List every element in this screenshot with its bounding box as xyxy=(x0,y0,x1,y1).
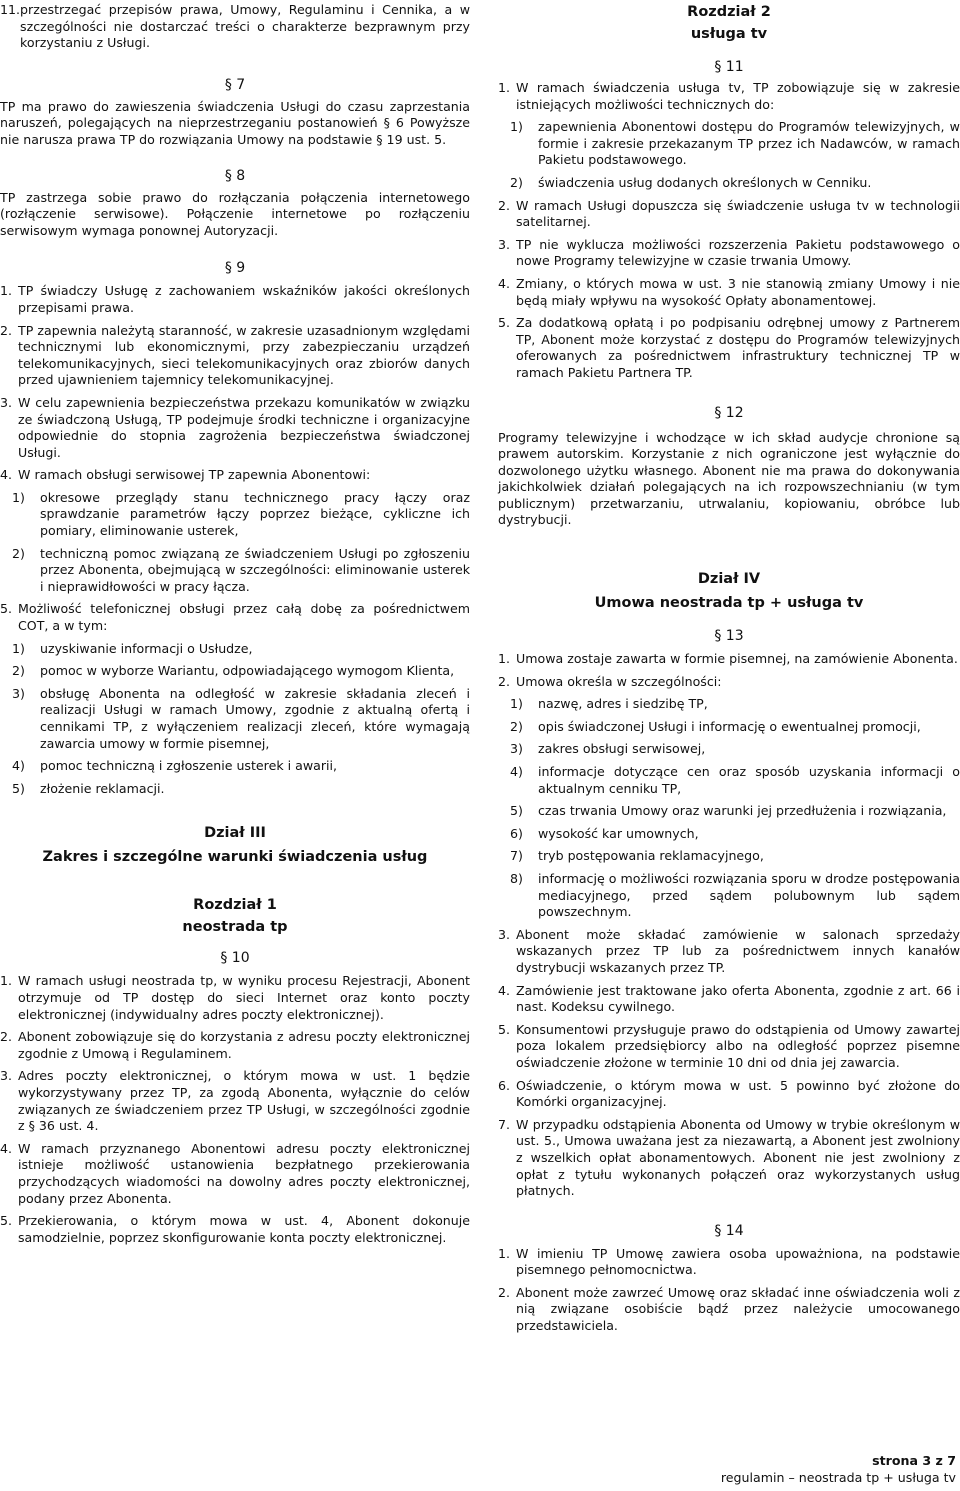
item-number: 2. xyxy=(0,322,13,338)
item-text: obsługę Abonenta na odległość w zakresie składania zleceń i realizacji Usługi w ramach Umowy, zgodnie z aktualną ofertą i cennikami TP, z wyłączeniem realizacji zleceń, które wymagają zawarcia umowy w formie pisemnej, xyxy=(40,685,470,751)
page-number: strona 3 z 7 xyxy=(872,1453,956,1468)
list-item xyxy=(0,1141,470,1207)
item-text: wysokość kar umownych, xyxy=(538,825,699,841)
item-text: W ramach świadczenia usługa tv, TP zobowiązuje się w zakresie istniejących możliwości technicznych do: xyxy=(516,80,960,112)
item-text: techniczną pomoc związaną ze świadczeniem Usługi po zgłoszeniu przez Abonenta, obejmującą w szczególności: eliminowanie usterek i nieprawidłowości w pracy łącza. xyxy=(40,545,470,594)
list-item xyxy=(0,601,470,634)
item-text: Zamówienie jest traktowane jako oferta Abonenta, zgodnie z art. 66 i nast. Kodeksu cywilnego. xyxy=(516,982,960,1015)
sub-list-item xyxy=(510,719,960,736)
section-11-title: § 11 xyxy=(714,59,744,75)
item-number: 5. xyxy=(0,1213,13,1229)
item-number: 4) xyxy=(510,764,523,780)
section-10-list xyxy=(0,973,470,1246)
list-item xyxy=(498,276,960,309)
item-text: nazwę, adres i siedzibę TP, xyxy=(538,696,708,712)
section-10-title: § 10 xyxy=(220,950,250,967)
list-item xyxy=(0,973,470,1023)
item-text: Umowa zostaje zawarta w formie pisemnej, na zamówienie Abonenta. xyxy=(516,651,958,667)
rozdzial-1-subheading: neostrada tp xyxy=(182,919,288,936)
sub-list-item xyxy=(510,119,960,169)
item-number: 1. xyxy=(498,651,511,667)
item-text: czas trwania Umowy oraz warunki jej przedłużenia i rozwiązania, xyxy=(538,803,947,819)
item-number: 2) xyxy=(12,545,25,561)
item-text: W ramach usługi neostrada tp, w wyniku procesu Rejestracji, Abonent otrzymuje od TP dostęp do sieci Internet oraz konto poczty elektronicznej (indywidualny adres poczty elektronicznej). xyxy=(18,973,470,1022)
item-number: 3. xyxy=(498,926,511,942)
item-number: 1. xyxy=(0,283,13,299)
section-13-list xyxy=(498,651,960,1200)
item-text: Przekierowania, o którym mowa w ust. 4, Abonent dokonuje samodzielnie, poprzez skonfigurowanie konta poczty elektronicznej. xyxy=(18,1213,470,1245)
item-number: 1. xyxy=(498,80,511,95)
list-item xyxy=(498,315,960,381)
item-text: TP nie wyklucza możliwości rozszerzenia Pakietu podstawowego o nowe Programy telewizyjne w czasie trwania Umowy. xyxy=(516,236,960,269)
item-number: 3. xyxy=(0,394,13,410)
sub-list-item xyxy=(510,803,960,820)
item-text: W przypadku odstąpienia Abonenta od Umowy w trybie określonym w ust. 5., Umowa uważana jest za niezawartą, a Abonent jest zwolniony z wszelkich opłat abonamentowych. Abonent nie jest zwolniony z opłat z tytułu wykonanych połączeń oraz wykorzystanych usług płatnych. xyxy=(516,1116,960,1199)
list-item xyxy=(0,1029,470,1062)
item-number: 5. xyxy=(498,315,511,331)
list-item xyxy=(0,323,470,389)
item-number: 5) xyxy=(510,803,523,819)
item-number: 2. xyxy=(498,197,511,213)
item-text: pomoc w wyborze Wariantu, odpowiadającego wymogom Klienta, xyxy=(40,663,455,679)
dzial-3-subheading: Zakres i szczególne warunki świadczenia usług xyxy=(42,849,428,866)
item-text: złożenie reklamacji. xyxy=(40,780,165,796)
section-7-title: § 7 xyxy=(224,76,246,93)
item-text: Możliwość telefonicznej obsługi przez całą dobę za pośrednictwem COT, a w tym: xyxy=(18,601,470,634)
sub-list-item xyxy=(510,696,960,713)
rozdzial-2-subheading: usługa tv xyxy=(690,26,768,42)
dzial-4-subheading: Umowa neostrada tp + usługa tv xyxy=(594,595,864,612)
sub-list-item xyxy=(510,741,960,758)
item-number: 4. xyxy=(0,1140,13,1156)
sub-list-item xyxy=(12,686,470,752)
clause-number: 11. xyxy=(0,2,21,17)
sub-list-item xyxy=(12,781,470,798)
item-text: informacje dotyczące cen oraz sposób uzyskania informacji o aktualnym cenniku TP, xyxy=(538,764,960,796)
item-text: W ramach przyznanego Abonentowi adresu poczty elektronicznej istnieje możliwość ustanowienia bezpłatnego przekierowania przychodzących wiadomości na dowolny adres poczty elektronicznej, podany przez Abonenta. xyxy=(18,1140,470,1206)
item-text: Abonent może zawrzeć Umowę oraz składać inne oświadczenia woli z nią związane osobiście bądź przez należycie umocowanego przedstawiciela. xyxy=(516,1284,960,1334)
item-number: 4) xyxy=(12,758,25,774)
item-text: pomoc techniczną i zgłoszenie usterek i awarii, xyxy=(40,758,338,774)
item-text: W imieniu TP Umowę zawiera osoba upoważniona, na podstawie pisemnego pełnomocnictwa. xyxy=(516,1245,960,1278)
list-item xyxy=(498,1285,960,1335)
item-number: 6. xyxy=(498,1077,511,1093)
section-12-title: § 12 xyxy=(714,404,744,421)
list-item xyxy=(498,1246,960,1279)
item-number: 2) xyxy=(12,663,25,679)
item-number: 4. xyxy=(498,982,511,998)
section-13-title: § 13 xyxy=(714,628,744,645)
list-item xyxy=(498,1022,960,1072)
item-text: zapewnienia Abonentowi dostępu do Programów telewizyjnych, w formie i zakresie przekazanym TP przez ich Nadawców, w ramach Pakietu podstawowego. xyxy=(538,119,960,168)
list-item xyxy=(498,651,960,668)
item-text: W ramach obsługi serwisowej TP zapewnia Abonentowi: xyxy=(18,467,371,483)
item-text: świadczenia usług dodanych określonych w Cenniku. xyxy=(538,174,872,190)
section-14-list xyxy=(498,1246,960,1335)
item-text: Oświadczenie, o którym mowa w ust. 5 powinno być złożone do Komórki organizacyjnej. xyxy=(516,1077,960,1110)
item-number: 4. xyxy=(0,467,13,483)
item-number: 2. xyxy=(498,1284,511,1300)
list-item xyxy=(498,983,960,1016)
item-number: 3. xyxy=(498,236,511,252)
item-text: uzyskiwanie informacji o Usłudze, xyxy=(40,640,253,656)
list-item xyxy=(0,283,470,316)
item-number: 8) xyxy=(510,871,523,886)
item-number: 5) xyxy=(12,780,25,796)
dzial-4-heading: Dział IV xyxy=(697,571,761,588)
sub-list-item xyxy=(12,663,470,680)
sub-list-item xyxy=(12,490,470,540)
section-8-title: § 8 xyxy=(224,167,246,184)
list-item xyxy=(498,198,960,231)
item-number: 1) xyxy=(12,489,25,505)
list-item xyxy=(0,395,470,461)
list-item xyxy=(498,927,960,977)
section-8-text: TP zastrzega sobie prawo do rozłączania połączenia internetowego (rozłączenie serwisowe). Połączenie internetowe po rozłączeniu serwisowym wymaga ponownej Autoryzacji. xyxy=(0,189,470,238)
right-column xyxy=(498,0,960,1335)
item-number: 2) xyxy=(510,718,523,734)
clause-text: przestrzegać przepisów prawa, Umowy, Regulaminu i Cennika, a w szczególności nie dostarczać treści o charakterze bezprawnym przy korzystaniu z Usługi. xyxy=(20,2,470,51)
sub-list-item xyxy=(12,641,470,658)
list-item xyxy=(498,674,960,691)
list-item xyxy=(498,1117,960,1200)
item-text: TP zapewnia należytą staranność, w zakresie uzasadnionym względami technicznymi lub ekonomicznymi, przy zabezpieczaniu urządzeń telekomunikacyjnych, sieci telekomunikacyjnych oraz zbiorów danych przed ujawnieniem tajemnicy telekomunikacyjnej. xyxy=(18,322,470,388)
item-number: 5. xyxy=(0,601,13,617)
item-number: 2. xyxy=(498,673,511,689)
item-number: 3. xyxy=(0,1068,13,1084)
item-number: 6) xyxy=(510,825,523,841)
item-number: 1) xyxy=(510,696,523,712)
item-text: zakres obsługi serwisowej, xyxy=(538,741,706,757)
item-number: 1) xyxy=(510,119,523,135)
section-12-text: Programy telewizyjne i wchodzące w ich skład audycje chronione są prawem autorskim. Korzystanie z nich ograniczone jest wyłącznie do dozwolonego użytku własnego. Abonent nie ma prawa do dokonywania jakichkolwiek działań polegających na ich rozpowszechnianiu (w tym publicznym) przetwarzaniu, utrwalaniu, kopiowaniu, obróbce lub dystrybucji. xyxy=(498,429,960,528)
item-text: Abonent może składać zamówienie w salonach sprzedaży wskazanych przez TP lub za pośrednictwem innych kanałów dystrybucji wskazanych przez TP. xyxy=(516,926,960,975)
item-number: 7. xyxy=(498,1116,511,1132)
list-item xyxy=(498,1078,960,1111)
section-9-title: § 9 xyxy=(224,260,246,277)
item-text: W celu zapewnienia bezpieczeństwa przekazu komunikatów w związku ze świadczoną Usługą, TP podejmuje środki techniczne i organizacyjne odpowiednie do stopnia zagrożenia bezpieczeństwa świadczonej Usługi. xyxy=(18,394,470,460)
item-text: Konsumentowi przysługuje prawo do odstąpienia od Umowy zawartej poza lokalem przedsiębiorcy albo na odległość poprzez pisemne oświadczenie złożone w terminie 10 dni od dnia jej zawarcia. xyxy=(516,1021,960,1070)
left-column xyxy=(0,0,470,1246)
item-number: 4. xyxy=(498,275,511,291)
item-number: 3) xyxy=(12,685,25,701)
item-text: TP świadczy Usługę z zachowaniem wskaźników jakości określonych przepisami prawa. xyxy=(18,283,470,315)
sub-list-item xyxy=(12,758,470,775)
item-text: Abonent zobowiązuje się do korzystania z adresu poczty elektronicznej zgodnie z Umową i Regulaminem. xyxy=(18,1029,470,1061)
document-name: regulamin – neostrada tp + usługa tv xyxy=(720,1470,956,1485)
section-11-list xyxy=(498,80,960,382)
sub-list-item xyxy=(510,848,960,865)
item-number: 5. xyxy=(498,1021,511,1037)
item-text: informację o możliwości rozwiązania sporu w drodze postępowania mediacyjnego, przed sądem polubownym lub sądem powszechnym. xyxy=(538,871,960,920)
item-text: okresowe przeglądy stanu technicznego pracy łączy oraz sprawdzanie parametrów łączy poprzez bieżące, cykliczne ich pomiary, eliminowanie usterek, xyxy=(40,489,470,539)
item-number: 1. xyxy=(498,1245,511,1261)
item-number: 2. xyxy=(0,1029,13,1045)
item-text: W ramach Usługi dopuszcza się świadczenie usługa tv w technologii satelitarnej. xyxy=(516,197,960,230)
item-text: Zmiany, o których mowa w ust. 3 nie stanowią zmiany Umowy i nie będą miały wpływu na wysokość Opłaty abonamentowej. xyxy=(516,275,960,308)
item-number: 7) xyxy=(510,848,523,864)
list-item xyxy=(0,1213,470,1246)
list-item xyxy=(498,80,960,113)
list-item xyxy=(498,237,960,270)
rozdzial-2-heading: Rozdział 2 xyxy=(687,4,771,20)
section-7-text: TP ma prawo do zawieszenia świadczenia Usługi do czasu zaprzestania naruszeń, polegających na nieprzestrzeganiu postanowień § 6 Powyższe nie narusza prawa TP do rozwiązania Umowy na podstawie § 19 ust. 5. xyxy=(0,98,470,147)
dzial-3-heading: Dział III xyxy=(204,825,266,842)
item-text: tryb postępowania reklamacyjnego, xyxy=(538,848,764,864)
item-number: 2) xyxy=(510,174,523,190)
section-9-list xyxy=(0,283,470,797)
item-number: 3) xyxy=(510,741,523,757)
sub-list-item xyxy=(510,175,960,192)
section-14-title: § 14 xyxy=(714,1222,744,1239)
sub-list-item xyxy=(12,546,470,596)
clause-11 xyxy=(0,2,470,52)
rozdzial-1-heading: Rozdział 1 xyxy=(193,897,277,914)
list-item xyxy=(0,1068,470,1134)
sub-list-item xyxy=(510,764,960,797)
item-text: opis świadczonej Usługi i informację o ewentualnej promocji, xyxy=(538,718,921,734)
item-text: Za dodatkową opłatą i po podpisaniu odrębnej umowy z Partnerem TP, Abonent może korzystać z dostępu do Programów telewizyjnych oferowanych za pośrednictwem infrastruktury technicznej TP w ramach Pakietu Partnera TP. xyxy=(516,315,960,380)
list-item xyxy=(0,467,470,484)
sub-list-item xyxy=(510,826,960,843)
page-footer xyxy=(721,1452,956,1486)
item-text: Umowa określa w szczególności: xyxy=(516,673,722,689)
item-text: Adres poczty elektronicznej, o którym mowa w ust. 1 będzie wykorzystywany przez TP, za zgodą Abonenta, wyłącznie do celów związanych ze świadczeniem przez TP Usługi, w szczególności zgodnie z § 36 ust. 4. xyxy=(18,1068,470,1134)
item-number: 1) xyxy=(12,640,25,656)
sub-list-item xyxy=(510,871,960,921)
item-number: 1. xyxy=(0,973,13,989)
